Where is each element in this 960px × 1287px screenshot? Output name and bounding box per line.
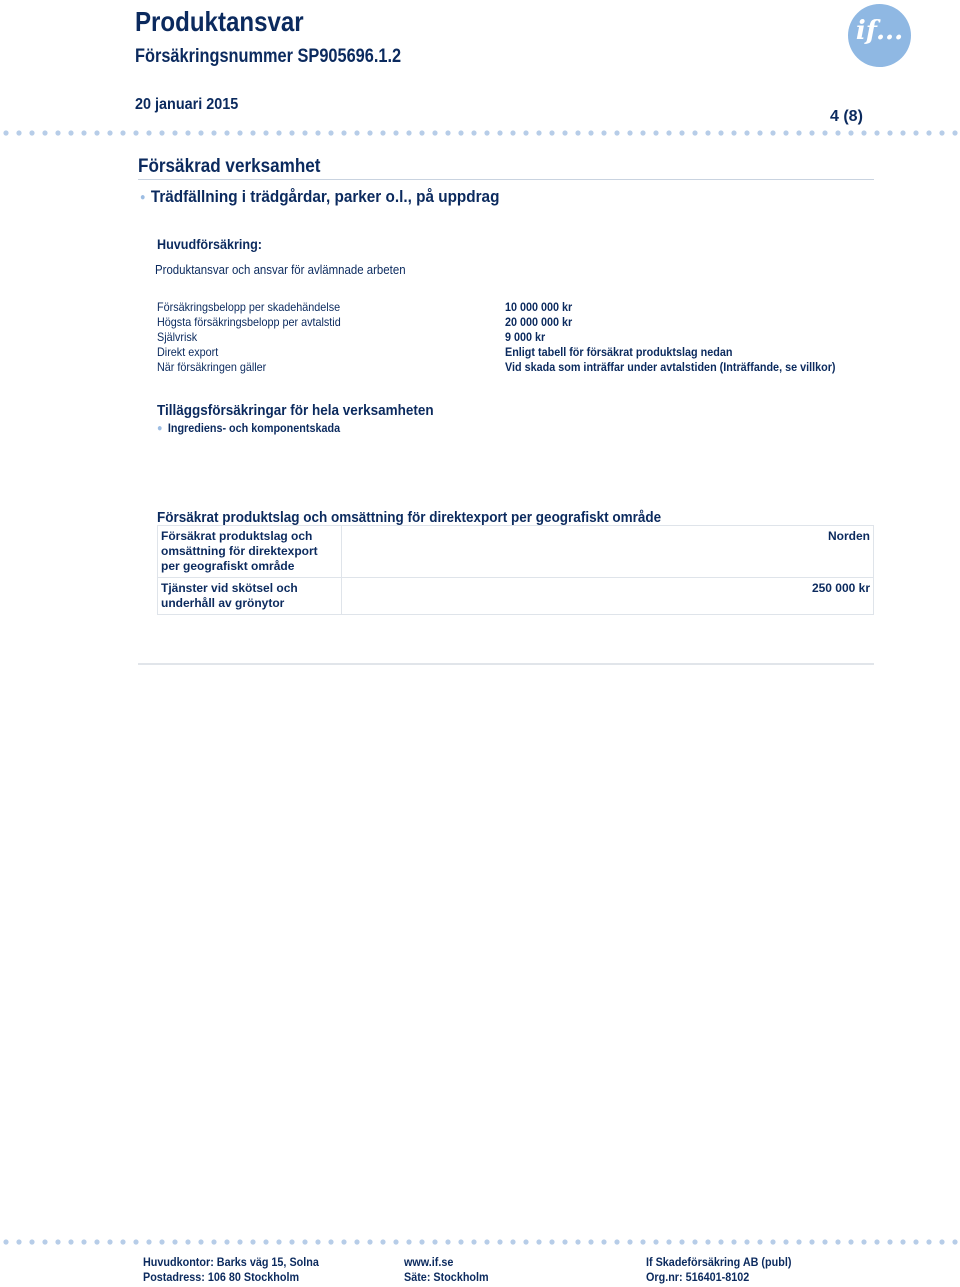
coverage-value: Vid skada som inträffar under avtalstiden (Inträffande, se villkor) [505, 360, 836, 374]
document-title: Produktansvar [135, 6, 304, 37]
bullet-icon: ● [140, 192, 146, 204]
coverage-values [505, 300, 835, 375]
product-table [157, 525, 874, 615]
coverage-value: 10 000 000 kr [505, 300, 573, 314]
coverage-label: Försäkringsbelopp per skadehändelse [157, 300, 341, 314]
product-cell: Tjänster vid skötsel och underhåll av grönytor [158, 578, 342, 615]
header-dots-svg [0, 130, 960, 136]
footer-postal-address: Postadress: 106 80 Stockholm [143, 1270, 300, 1284]
activity-text: Trädfällning i trädgårdar, parker o.l., på uppdrag [150, 187, 500, 206]
page-number: 4 (8) [830, 108, 863, 125]
policy-number: Försäkringsnummer SP905696.1.2 [135, 46, 402, 67]
section-divider [138, 179, 874, 180]
footer-company-name: If Skadeförsäkring AB (publ) [646, 1255, 792, 1269]
coverage-label: Högsta försäkringsbelopp per avtalstid [157, 315, 341, 329]
footer-web [404, 1255, 489, 1285]
document-date: 20 januari 2015 [135, 96, 239, 113]
coverage-label: Direkt export [157, 345, 219, 359]
coverage-labels [157, 300, 341, 375]
header-dotted-divider [0, 130, 960, 136]
content-end-divider [138, 663, 874, 665]
if-logo [848, 4, 911, 67]
amount-cell: 250 000 kr [342, 578, 874, 615]
coverage-value: Enligt tabell för försäkrat produktslag nedan [505, 345, 733, 359]
table-row [158, 578, 874, 615]
footer-seat: Säte: Stockholm [404, 1270, 489, 1284]
product-table-heading: Försäkrat produktslag och omsättning för direktexport per geografiskt område [157, 509, 662, 526]
main-insurance-value: Produktansvar och ansvar för avlämnade arbeten [155, 262, 406, 277]
bullet-icon: ● [157, 423, 163, 435]
coverage-value: 9 000 kr [505, 330, 546, 344]
additional-insurance-heading: Tilläggsförsäkringar för hela verksamheten [157, 402, 434, 419]
coverage-label: Självrisk [157, 330, 198, 344]
insured-activity-item [140, 187, 499, 207]
region-header-cell: Norden [342, 526, 874, 578]
footer-website-link[interactable]: www.if.se [404, 1255, 454, 1269]
additional-item-text: Ingrediens- och komponentskada [167, 421, 341, 435]
table-header-cell: Försäkrat produktslag och omsättning för direktexport per geografiskt område [158, 526, 342, 578]
footer-dots-svg [0, 1239, 960, 1245]
footer-dotted-divider [0, 1239, 960, 1245]
table-header-row [158, 526, 874, 578]
coverage-value: 20 000 000 kr [505, 315, 573, 329]
additional-insurance-item [157, 421, 340, 435]
footer-address [143, 1255, 319, 1285]
insured-activity-heading: Försäkrad verksamhet [138, 156, 321, 177]
logo-text: if... [855, 16, 904, 46]
coverage-label: När försäkringen gäller [157, 360, 267, 374]
footer-org-number: Org.nr: 516401-8102 [646, 1270, 750, 1284]
main-insurance-label: Huvudförsäkring: [157, 236, 263, 252]
footer-head-office: Huvudkontor: Barks väg 15, Solna [143, 1255, 319, 1269]
footer-company [646, 1255, 791, 1285]
